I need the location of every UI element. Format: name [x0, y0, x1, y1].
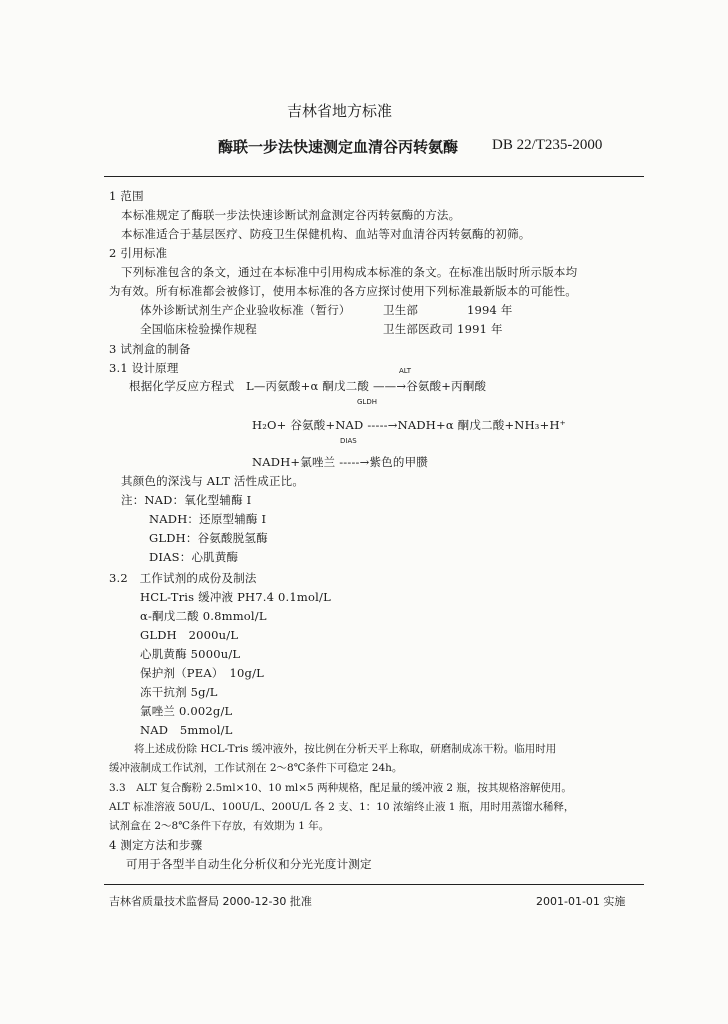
section-4-heading: 4 测定方法和步骤	[109, 838, 203, 852]
section-1-para-1: 本标准规定了酶联一步法快速诊断试剂盒测定谷丙转氨酶的方法。	[121, 208, 461, 222]
section-3-2-heading: 3.2 工作试剂的成份及制法	[109, 571, 257, 585]
reagent-item: 保护剂（PEA） 10g/L	[140, 666, 264, 680]
note-nadh: NADH：还原型辅酶 Ⅰ	[149, 512, 267, 526]
reagent-item: 氯唑兰 0.002g/L	[140, 704, 233, 718]
section-3-heading: 3 试剂盒的制备	[109, 342, 191, 356]
reference-2-org: 卫生部医政司 1991 年	[383, 322, 503, 336]
note-dias: DIAS：心肌黄酶	[149, 550, 239, 564]
reagent-item: α-酮戊二酸 0.8mmol/L	[140, 609, 267, 623]
equation-2: H₂O+ 谷氨酸+NAD -----→NADH+α 酮戊二酸+NH₃+H⁺	[252, 418, 566, 432]
document-title: 酶联一步法快速测定血清谷丙转氨酶	[218, 138, 459, 156]
reference-1-year: 1994 年	[467, 303, 513, 317]
reference-1-name: 体外诊断试剂生产企业验收标准（暂行）	[140, 303, 351, 317]
section-2-heading: 2 引用标准	[109, 246, 168, 260]
section-2-para-1: 下列标准包含的条文，通过在本标准中引用构成本标准的条文。在标准出版时所示版本均	[121, 265, 578, 279]
note-gldh: GLDH：谷氨酸脱氢酶	[149, 531, 268, 545]
section-3-3-para-2: ALT 标准溶液 50U/L、100U/L、200U/L 各 2 支、1：10 浓缩终止液 1 瓶，用时用蒸馏水稀释，	[109, 801, 575, 813]
section-2-para-2: 为有效。所有标准都会被修订，使用本标准的各方应探讨使用下列标准最新版本的可能性。	[109, 284, 577, 298]
section-1-heading: 1 范围	[109, 189, 144, 203]
section-1-para-2: 本标准适合于基层医疗、防疫卫生保健机构、血站等对血清谷丙转氨酶的初筛。	[121, 227, 531, 241]
reagent-item: 心肌黄酶 5000u/L	[140, 647, 241, 661]
section-3-3-para-1: 3.3 ALT 复合酶粉 2.5ml×10、10 ml×5 两种规格，配足量的缓冲液 2 瓶，按其规格溶解使用。	[109, 782, 572, 794]
equation-1: 根据化学反应方程式 L—丙氨酸+α 酮戊二酸 ——→谷氨酸+丙酮酸	[129, 379, 487, 393]
standard-code: DB 22/T235-2000	[492, 137, 603, 153]
section-3-1-heading: 3.1 设计原理	[109, 361, 179, 375]
header-rule	[104, 176, 644, 177]
reagent-item: 冻干抗剂 5g/L	[140, 685, 218, 699]
equation-2-enzyme-label: GLDH	[357, 398, 377, 406]
equation-3-enzyme-label: DIAS	[340, 437, 357, 445]
section-3-3-para-3: 试剂盒在 2～8℃条件下存放，有效期为 1 年。	[109, 820, 330, 832]
section-3-2-para-1: 将上述成份除 HCL-Tris 缓冲液外，按比例在分析天平上称取，研磨制成冻干粉。临用时用	[134, 743, 557, 755]
equation-1-enzyme-label: ALT	[399, 367, 412, 375]
section-3-2-para-2: 缓冲液制成工作试剂，工作试剂在 2～8℃条件下可稳定 24h。	[109, 762, 403, 774]
equation-3: NADH+氯唑兰 -----→紫色的甲臜	[252, 455, 428, 469]
approval-note: 吉林省质量技术监督局 2000-12-30 批准	[109, 895, 312, 908]
reference-2-name: 全国临床检验操作规程	[140, 322, 257, 336]
reagent-item: GLDH 2000u/L	[140, 628, 239, 642]
reagent-item: HCL-Tris 缓冲液 PH7.4 0.1mol/L	[140, 590, 331, 604]
implementation-date: 2001-01-01 实施	[536, 895, 626, 908]
note-intro: 其颜色的深浅与 ALT 活性成正比。	[121, 474, 305, 488]
header-org: 吉林省地方标准	[287, 102, 393, 120]
note-nad: 注：NAD：氧化型辅酶 Ⅰ	[121, 493, 252, 507]
section-4-para-1: 可用于各型半自动生化分析仪和分光光度计测定	[126, 857, 372, 871]
footer-rule	[104, 884, 644, 885]
reference-1-org: 卫生部	[383, 303, 419, 317]
reagent-item: NAD 5mmol/L	[140, 723, 233, 737]
